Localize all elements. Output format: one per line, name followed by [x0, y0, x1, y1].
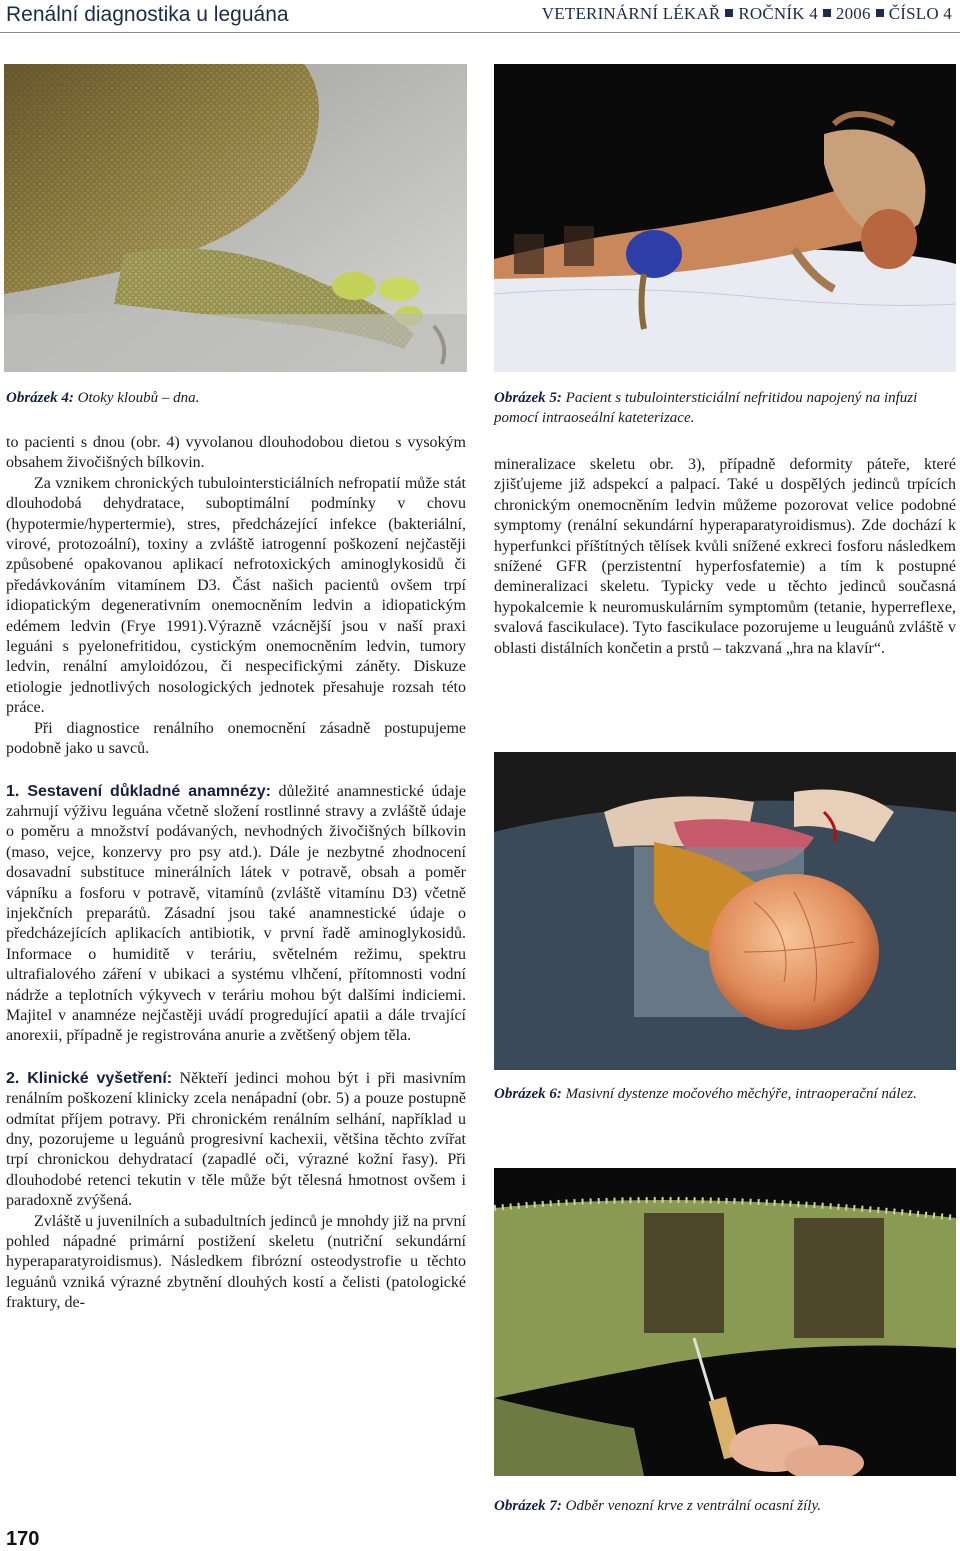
issue: ČÍSLO 4 [888, 4, 952, 23]
figure-7-caption [494, 1496, 956, 1516]
page-number: 170 [6, 1528, 40, 1550]
figure-6-text: Masivní dystenze močového měchýře, intraoperační nález. [565, 1086, 917, 1102]
paragraph: to pacienti s dnou (obr. 4) vyvolanou dlouhodobou dietou s vysokým obsahem živočišných bílkovin. [6, 434, 466, 472]
paragraph: mineralizace skeletu obr. 3), případně deformity páteře, které zjišťujeme již adspekcí a palpací. Také u dospělých jedinců trpících chronickým onemocněním ledvin můžeme pozorovat velice podobné symptomy (renální sekundární hyperaparatyroidismus). Zde dochází k hyperfunkci příštítných tělísek kvůli snížené exkreci fosforu následkem snížené GFR (perzistentní hyperfosfatemie) a tím k postupné demineralizaci skeletu. Typicky vede u těchto jedinců současná hypokalcemie k neuromuskulárním symptomům (tetanie, hyperreflexe, svalová fascikulace). Tyto fascikulace pozorujeme u leuguánů zvláště v oblasti distálních končetin a prstů – takzvaná „hra na klavír“. [494, 456, 956, 657]
article-title: Renální diagnostika u leguána [6, 3, 289, 26]
section-body: důležité anamnestické údaje zahrnují výživu leguána včetně složení rostlinné stravy a zvláště údaje o poměru a množství podávaných, nevhodných živočišných bílkovin (maso, vejce, konzervy pro psy atd.). Dále je nezbytné zhodnocení dosavadní substituce minerálních látek v potravě, obsah a poměr vápníku a fosforu v potravě, vitamínů (zvláště vitamínu D3) včetně injekčních preparátů. Zásadní jsou také anamnestické údaje o předcházejících aplikacích antibiotik, v první řadě aminoglykosidů. Informace o humiditě v teráriu, světelném režimu, spektru ultrafialového záření v ubikaci a systému vlhčení, přítomnosti vodní nádrže a teplotních výkyvech v teráriu mohou být dalšími indiciemi. Majitel v anamnéze nejčastěji uvádí progredující apatii a dále trvající anorexii, případně je registrována anurie a zvětšený objem těla. [6, 782, 467, 1045]
figure-4-caption [6, 388, 466, 408]
volume: ROČNÍK 4 [738, 4, 818, 23]
paragraph: Za vznikem chronických tubulointersticiálních nefropatií může stát dlouhodobá dehydratace, suboptimální podmínky v chovu (hypotermie/hypertermie), stres, předcházející infekce (bakteriální, virové, protozoální), toxiny a zvláště iatrogenní poškození nejčastěji způsobené opakovanou aplikací nefrotoxických aminoglykosidů či předávkováním vitamínem D3. Část našich pacientů ovšem trpí idiopatickým degenerativním onemocněním ledvin a idiopatickým edémem ledvin (Frye 1991).Výrazně vzácnější jsou v naší praxi leguáni s pyelonefritidou, cystickým onemocněním ledvin, tumory ledvin, renální amyloidózou, či nespecifickými záněty. Diskuze etiologie jednotlivých nosologických jednotek přesahuje rozsah této práce. [6, 474, 466, 717]
square-separator-icon [876, 9, 884, 17]
square-separator-icon [823, 9, 831, 17]
figure-5-label: Obrázek 5: [494, 390, 562, 406]
paragraph: Při diagnostice renálního onemocnění zásadně postupujeme podobně jako u savců. [6, 719, 466, 758]
section-heading: 2. Klinické vyšetření: [6, 1069, 173, 1087]
figure-5-photo [494, 64, 956, 372]
figure-4-text: Otoky kloubů – dna. [77, 390, 200, 406]
section-anamneza [6, 782, 466, 1047]
section-klinicke [6, 1069, 466, 1212]
header-divider [0, 32, 960, 33]
figure-4-photo [4, 64, 467, 372]
figure-5-caption [494, 388, 956, 428]
paragraph: Zvláště u juvenilních a subadultních jedinců je mnohdy již na první pohled nápadné primární postižení skeletu (nutriční sekundární hyperaparatyroidismus). Následkem fibrózní osteodystrofie u těchto leguánů vzniká výrazné zbytnění dlouhých kostí a čelisti (patologické fraktury, de- [6, 1212, 466, 1312]
right-column-text [494, 455, 956, 659]
figure-4-label: Obrázek 4: [6, 390, 74, 406]
section-body: Někteří jedinci mohou být i při masivním renálním poškození klinicky zcela nenápadní (obr. 5) a pouze postupně odmítat příjem potravy. Při chronickém renálním selhání, například u dny, pozorujeme u leguánů progresivní kachexii, většina těchto zvířat trpí chronickou dehydratací (zapadlé oči, výrazné kožní řasy). Při dlouhodobé retenci tekutin v těle může být tělesná hmotnost ovšem i paradoxně zvýšená. [6, 1069, 466, 1210]
figure-6-label: Obrázek 6: [494, 1086, 562, 1102]
figure-7-text: Odběr venozní krve z ventrální ocasní žíly. [565, 1498, 822, 1514]
journal-name: VETERINÁRNÍ LÉKAŘ [541, 4, 721, 23]
figure-7-photo [494, 1168, 956, 1476]
square-separator-icon [725, 9, 733, 17]
year: 2006 [835, 4, 871, 23]
left-column-text [6, 433, 466, 1314]
journal-issue-info [542, 4, 952, 24]
figure-7-label: Obrázek 7: [494, 1498, 562, 1514]
section-heading: 1. Sestavení důkladné anamnézy: [6, 782, 271, 800]
running-header [0, 0, 960, 36]
figure-6-caption [494, 1084, 956, 1104]
figure-5-text: Pacient s tubulointersticiální nefritidou napojený na infuzi pomocí intraoseální kateterizace. [494, 390, 918, 426]
figure-6-photo [494, 752, 956, 1070]
